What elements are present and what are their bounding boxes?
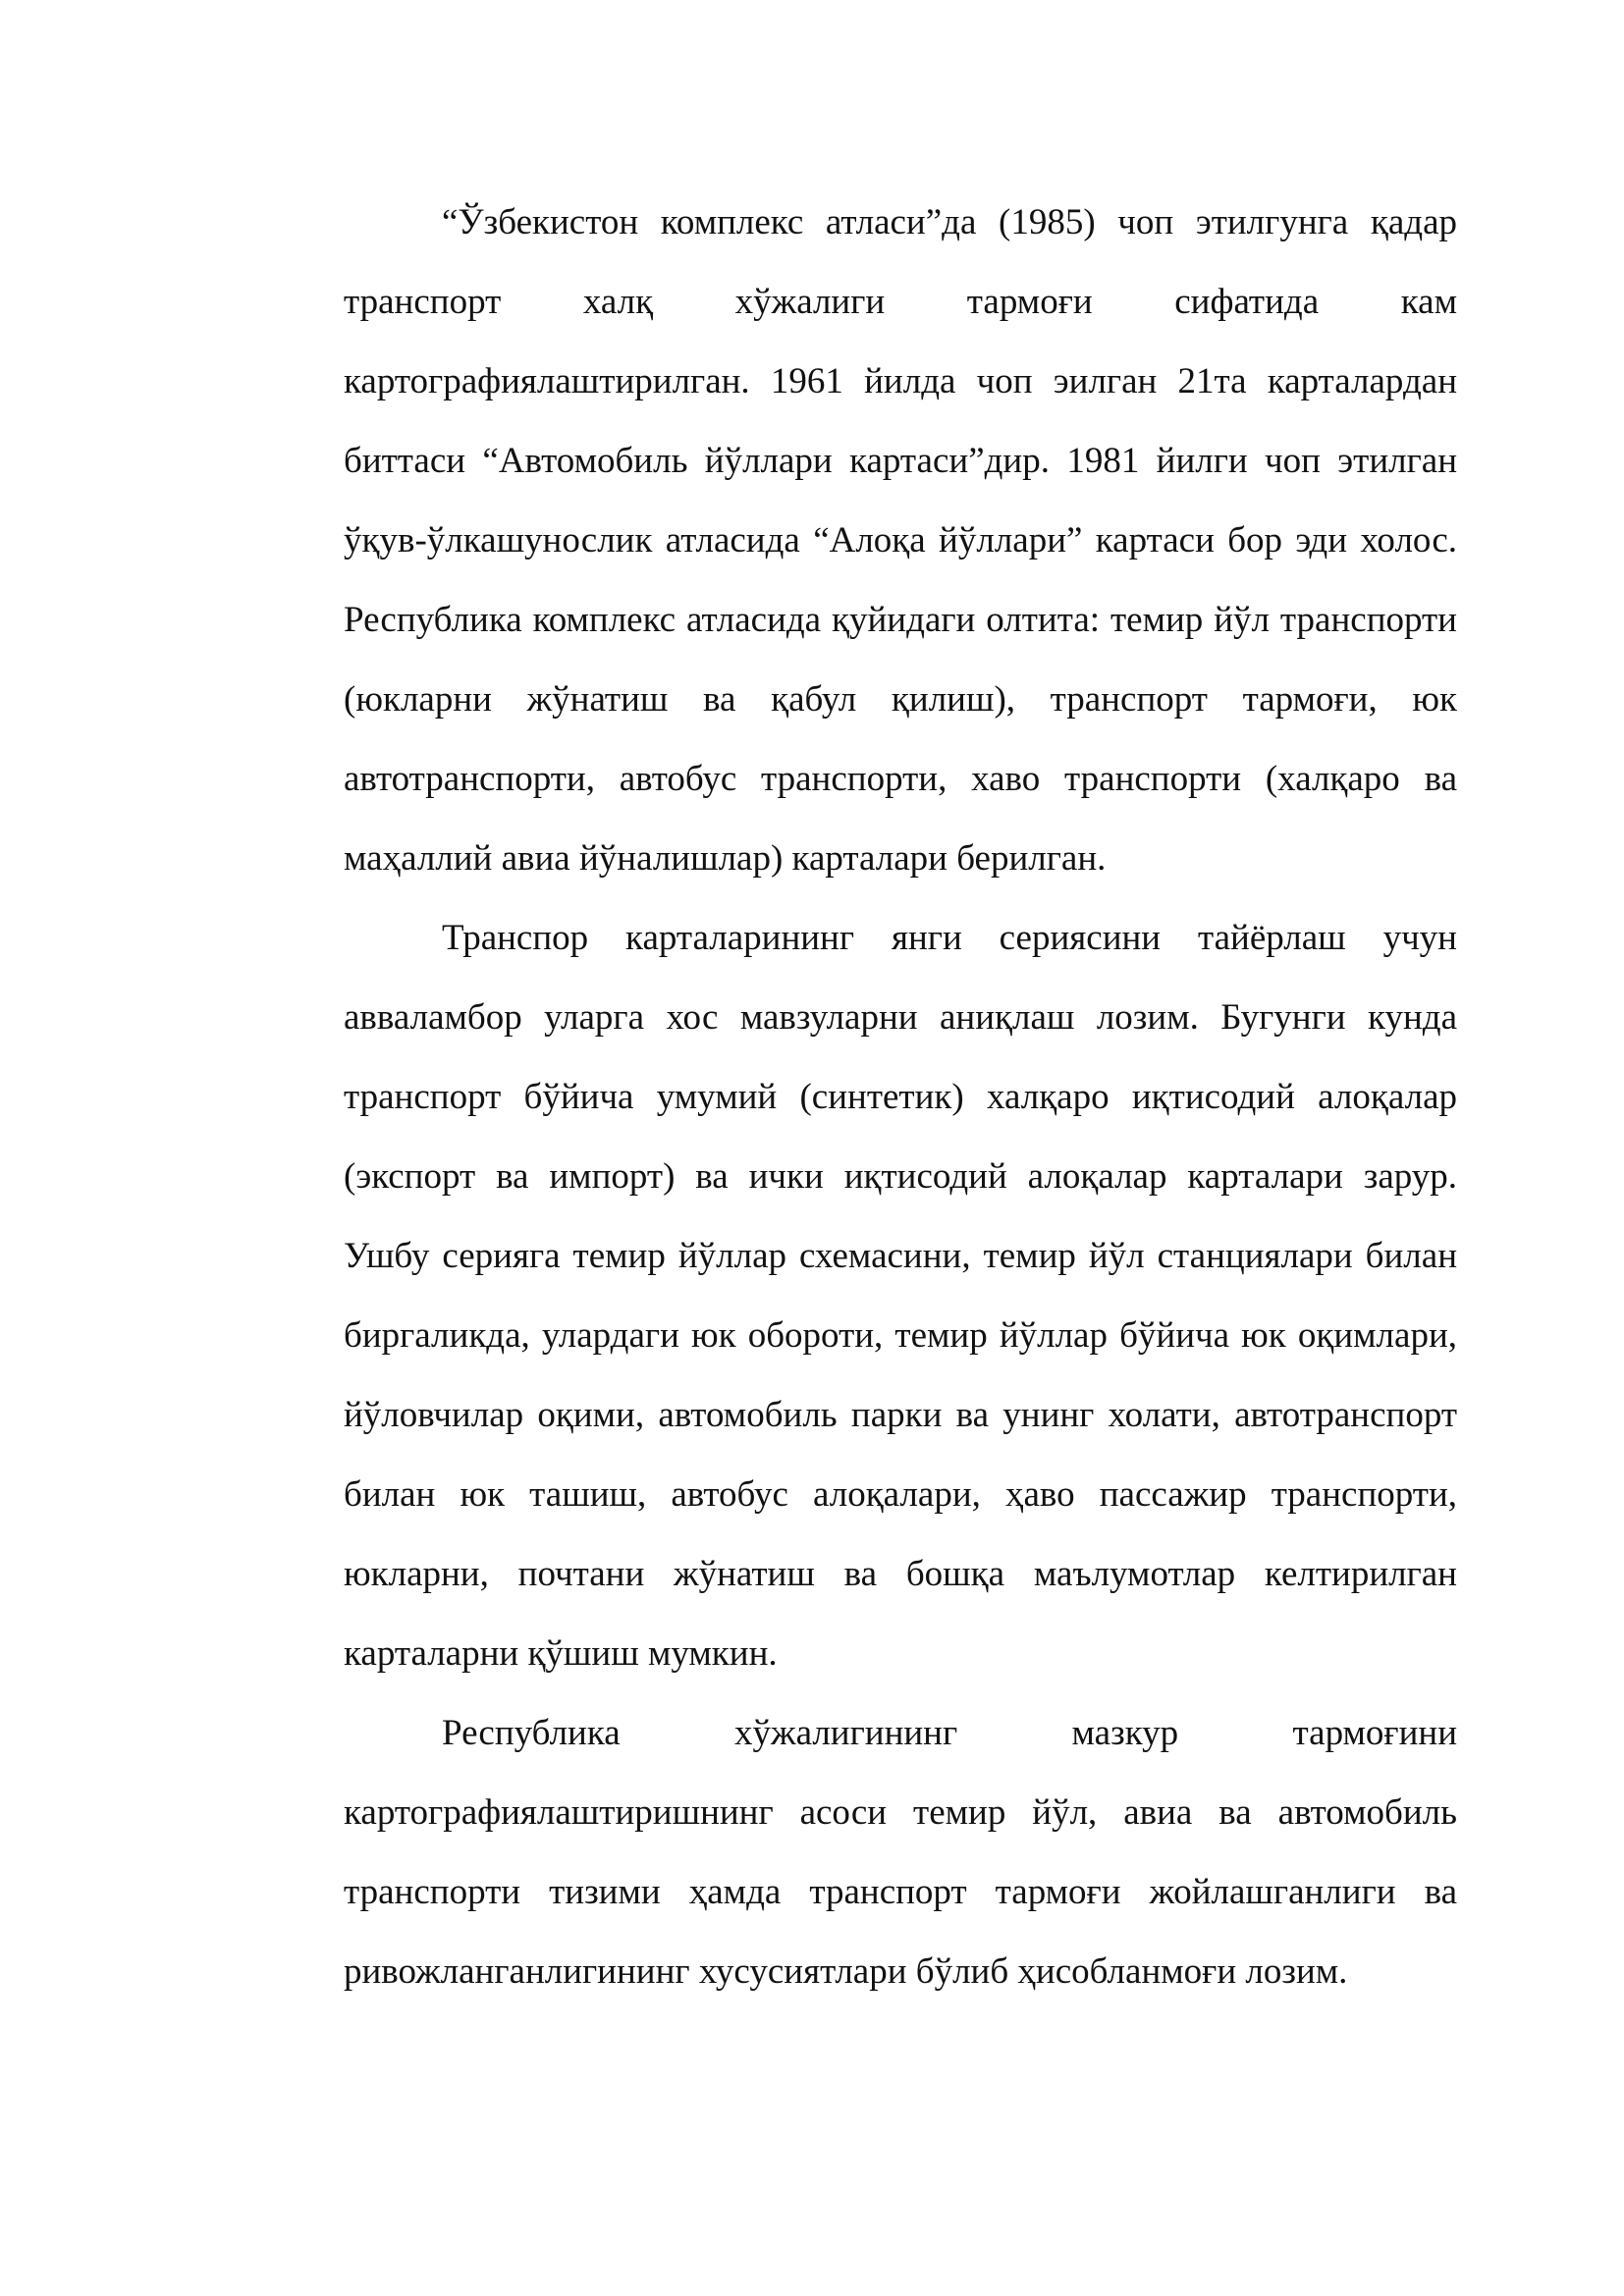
document-body [344, 183, 1457, 2011]
paragraph-2: Транспор карталарининг янги сериясини тайёрлаш учун авваламбор уларга хос мавзуларни аниқлаш лозим. Бугунги кунда транспорт бўйича умумий (синтетик) халқаро иқтисодий алоқалар (экспорт ва импорт) ва ички иқтисодий алоқалар карталари зарур. Ушбу серияга темир йўллар схемасини, темир йўл станциялари билан биргаликда, улардаги юк обороти, темир йўллар бўйича юк оқимлари, йўловчилар оқими, автомобиль парки ва унинг холати, автотранспорт билан юк ташиш, автобус алоқалари, ҳаво пассажир транспорти, юкларни, почтани жўнатиш ва бошқа маълумотлар келтирилган карталарни қўшиш мумкин. [344, 918, 1457, 1674]
paragraph-3: Республика хўжалигининг мазкур тармоғини картографиялаштиришнинг асоси темир йўл, авиа ва автомобиль транспорти тизими ҳамда транспорт тармоғи жойлашганлиги ва ривожланганлигининг хусусиятлари бўлиб ҳисобланмоғи лозим. [344, 1713, 1457, 1992]
paragraph-1: “Ўзбекистон комплекс атласи”да (1985) чоп этилгунга қадар транспорт халқ хўжалиги тармоғи сифатида кам картографиялаштирилган. 1961 йилда чоп эилган 21та карталардан биттаси “Автомобиль йўллари картаси”дир. 1981 йилги чоп этилган ўқув-ўлкашунослик атласида “Алоқа йўллари” картаси бор эди холос. Республика комплекс атласида қуйидаги олтита: темир йўл транспорти (юкларни жўнатиш ва қабул қилиш), транспорт тармоғи, юк автотранспорти, автобус транспорти, хаво транспорти (халқаро ва маҳаллий авиа йўналишлар) карталари берилган. [344, 202, 1457, 879]
